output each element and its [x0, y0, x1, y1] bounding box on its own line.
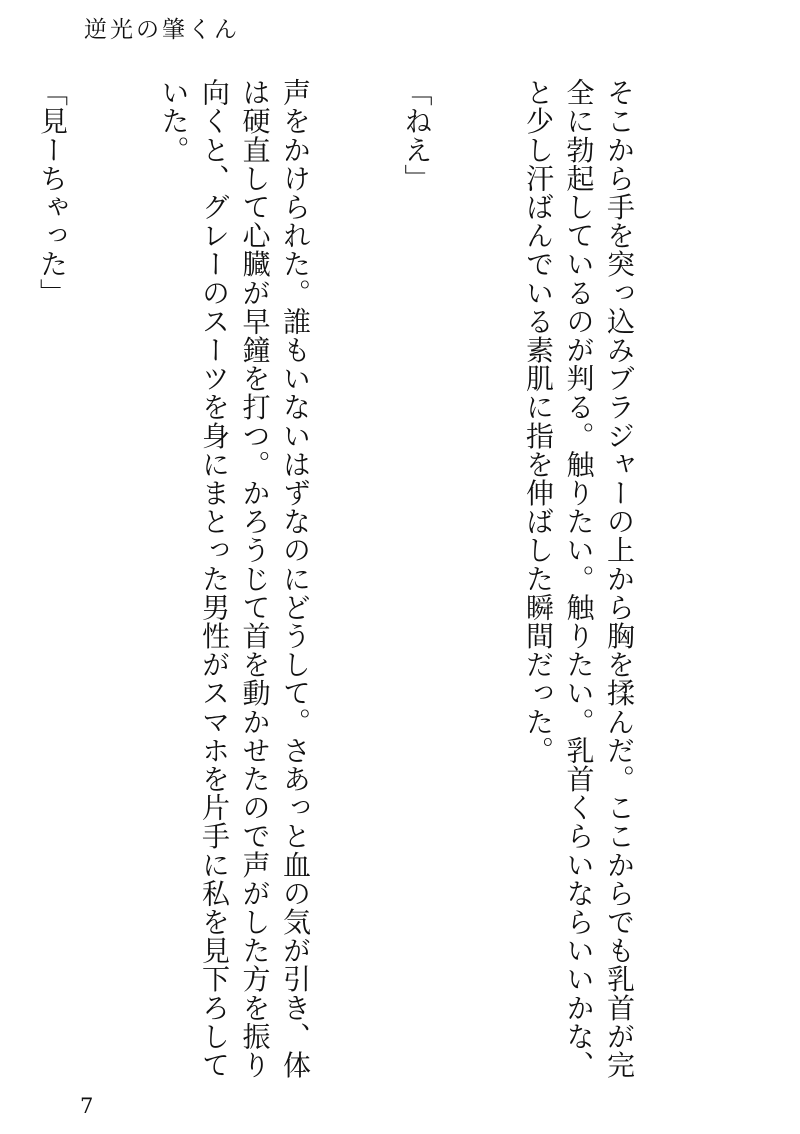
- paragraph-2-dialogue: 「ねえ」: [400, 78, 434, 193]
- running-header: 逆光の肇くん: [84, 17, 240, 43]
- paragraph-3: 声をかけられた。誰もいないはずなのにどうして。さあっと血の気が引き、体は硬直して心臓が早鐘を打つ。かろうじて首を動かせたので声がした方を振り向くと、グレーのスーツを身にまとった男性がスマホを片手に私を見下ろしていた。: [157, 78, 312, 1079]
- vertical-body-text: [36, 78, 720, 1088]
- paragraph-1: そこから手を突っ込みブラジャーの上から胸を揉んだ。ここからでも乳首が完全に勃起しているのが判る。触りたい。触りたい。乳首くらいならいいかな、と少し汗ばんでいる素肌に指を伸ばした瞬間だった。: [522, 78, 636, 1079]
- page-number: 7: [80, 1094, 94, 1118]
- paragraph-4-dialogue: 「見ーちゃった」: [36, 78, 69, 307]
